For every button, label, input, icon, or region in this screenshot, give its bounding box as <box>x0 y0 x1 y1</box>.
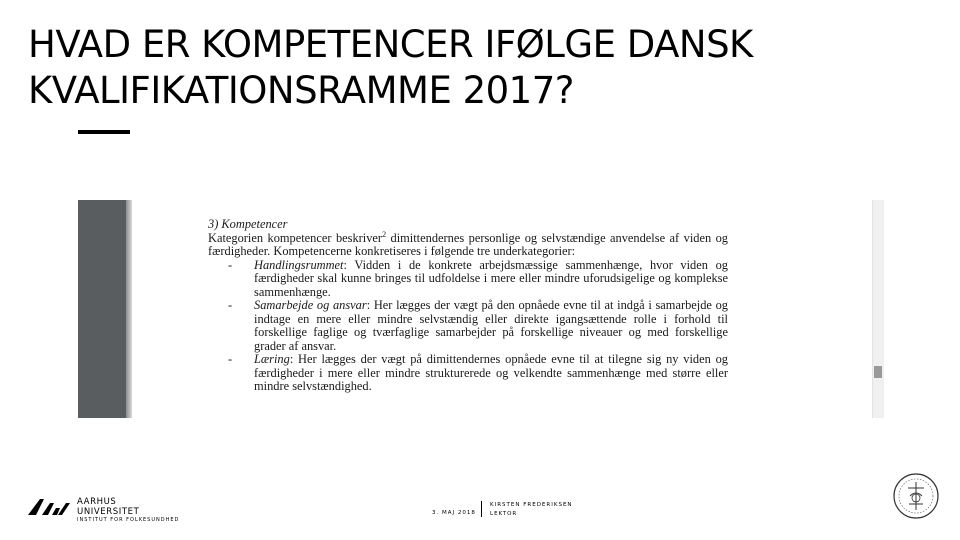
university-name-line-1: AARHUS <box>77 497 117 507</box>
document-intro <box>208 229 729 259</box>
aarhus-university-logo-icon <box>26 494 72 518</box>
list-item <box>208 353 728 394</box>
viewer-sidebar-panel <box>78 200 126 418</box>
document-viewer <box>78 200 884 418</box>
slide-title-line-2: KVALIFIKATIONSRAMME 2017? <box>28 69 574 112</box>
list-item <box>208 299 728 353</box>
institute-name: INSTITUT FOR FOLKESUNDHED <box>77 517 180 523</box>
list-item-text: : Her lægges der vægt på dimittendernes opnåede evne til at tilegne sig ny viden og færdigheder i mere eller mindre strukturerede og velkendte sammenhænge med større eller mindre selvstændighed. <box>254 352 728 393</box>
scrollbar-thumb[interactable] <box>874 366 882 378</box>
viewer-sidebar-edge <box>126 200 132 418</box>
list-dash: - <box>228 352 233 366</box>
university-name <box>77 497 139 517</box>
document-heading: 3) Kompetencer <box>208 217 288 231</box>
university-name-line-2: UNIVERSITET <box>77 507 140 517</box>
list-dash: - <box>228 298 233 312</box>
document-intro-text-b: dimittendernes personlige og selvstændige anvendelse af viden og færdigheder. Kompetencerne konkretiseres i følgende tre underkategorier: <box>208 230 729 258</box>
subcategory-list <box>208 259 728 394</box>
list-item-text: : Vidden i de konkrete arbejdsmæssige sammenhænge, hvor viden og færdigheder skal kunne bringes til udfoldelse i mere eller mindre uforudsigelige og komplekse sammenhænge. <box>254 257 728 299</box>
list-item-text: : Her lægges der vægt på den opnåede evne til at indgå i samarbejde og indtage en mere eller mindre selvstændig eller direkte igangsættende rolle i forhold til forskellige faglige og tværfaglige samarbejder på forskellige niveauer og med forskellige grader af ansvar. <box>254 298 728 353</box>
footer-divider <box>481 501 482 517</box>
list-item <box>208 259 728 300</box>
author-name: KIRSTEN FREDERIKSEN <box>490 502 573 508</box>
slide-title <box>28 22 928 114</box>
author-title: LEKTOR <box>490 511 518 517</box>
document-excerpt <box>208 218 728 394</box>
list-item-term: Handlingsrummet <box>254 257 344 272</box>
slide-title-line-1: HVAD ER KOMPETENCER IFØLGE DANSK <box>28 23 753 66</box>
author-block <box>490 501 573 519</box>
footnote-marker: 2 <box>382 229 387 239</box>
list-item-term: Læring <box>254 352 290 366</box>
document-intro-text-a: Kategorien kompetencer beskriver <box>208 230 383 245</box>
presentation-date: 3. MAJ 2018 <box>432 510 476 516</box>
list-dash: - <box>228 257 233 272</box>
list-item-term: Samarbejde og ansvar <box>254 298 367 312</box>
title-accent-bar <box>78 130 130 134</box>
viewer-scrollbar[interactable] <box>872 200 884 418</box>
university-seal-icon <box>892 470 940 522</box>
